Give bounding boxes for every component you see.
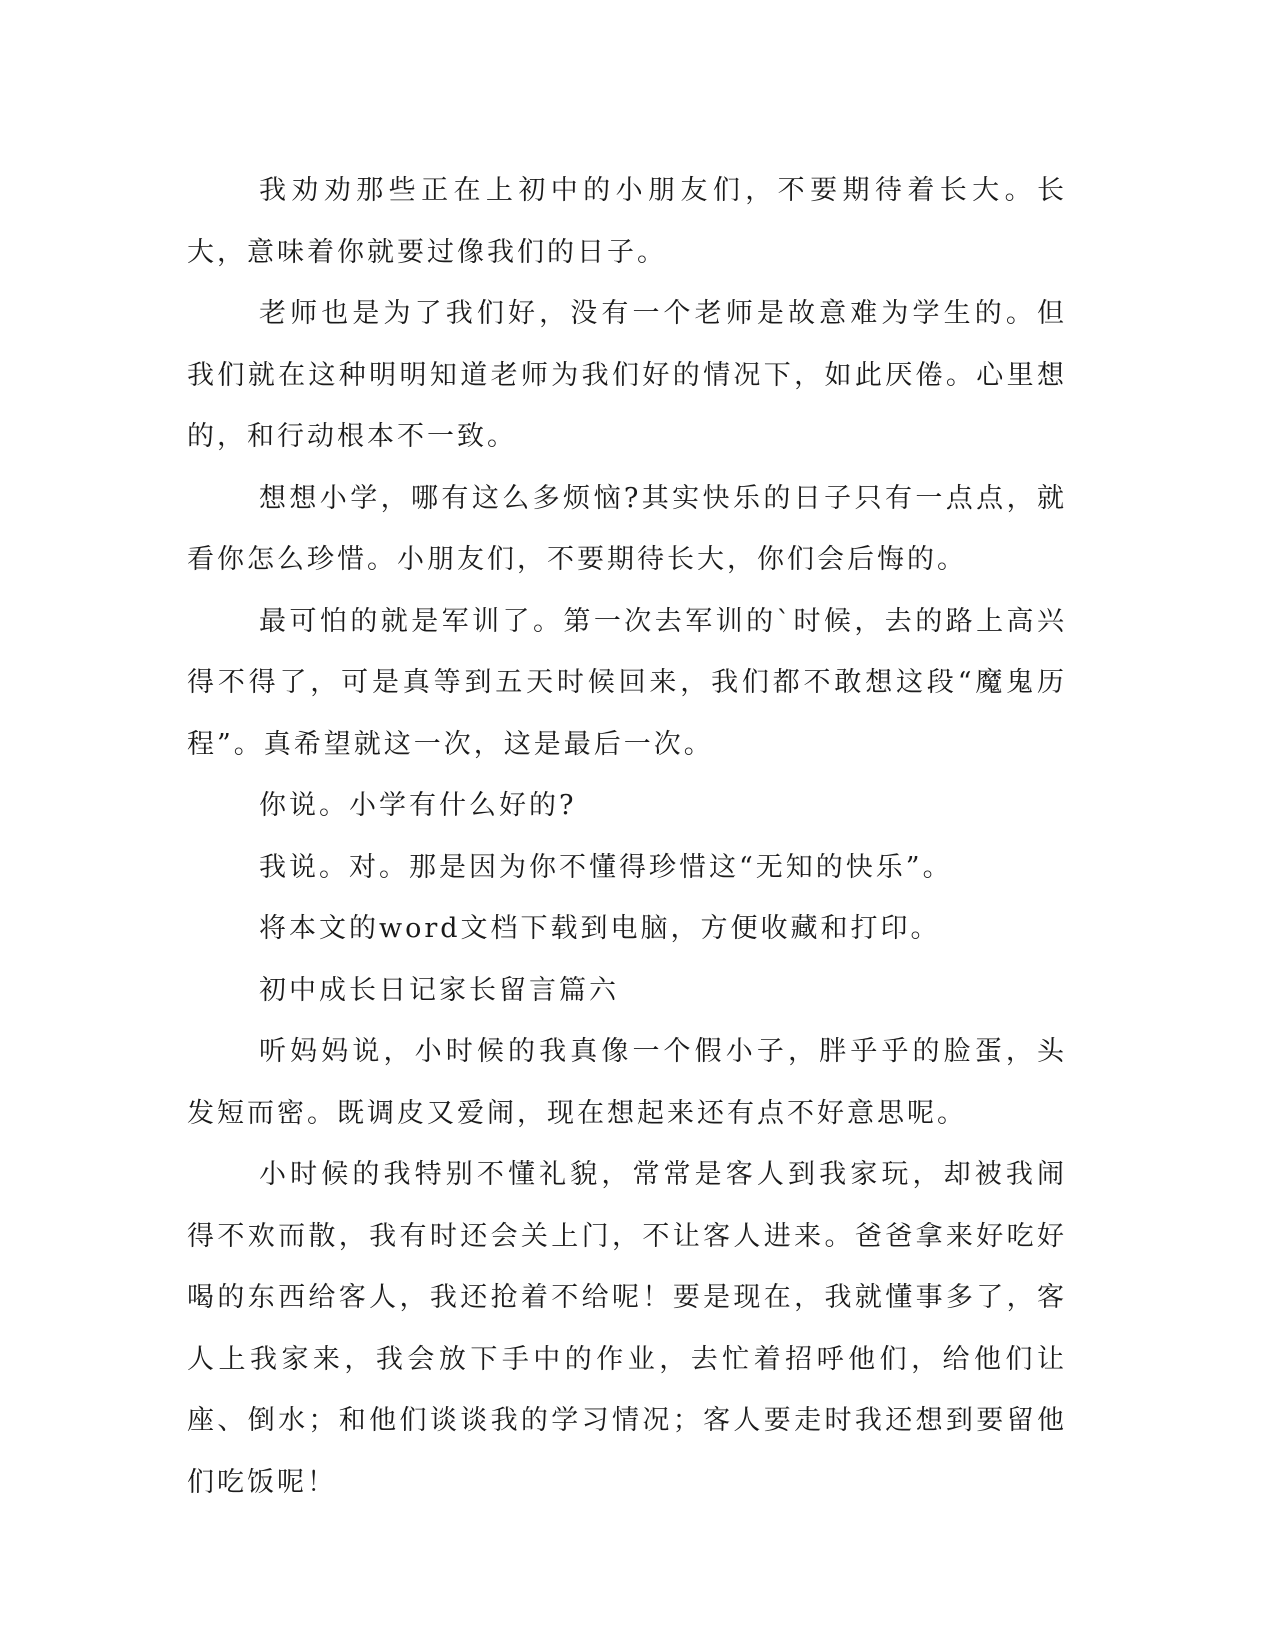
paragraph-2: 老师也是为了我们好，没有一个老师是故意难为学生的。但我们就在这种明明知道老师为我们好的情况下，如此厌倦。心里想的，和行动根本不一致。 xyxy=(187,298,1067,452)
paragraph-7: 将本文的word文档下载到电脑，方便收藏和打印。 xyxy=(259,913,941,944)
paragraph-6: 我说。对。那是因为你不懂得珍惜这“无知的快乐”。 xyxy=(259,851,953,883)
paragraph-3: 想想小学，哪有这么多烦恼?其实快乐的日子只有一点点，就看你怎么珍惜。小朋友们，不要期待长大，你们会后悔的。 xyxy=(187,482,1067,575)
paragraph-4: 最可怕的就是军训了。第一次去军训的`时候，去的路上高兴得不得了，可是真等到五天时候回来，我们都不敢想这段“魔鬼历程”。真希望就这一次，这是最后一次。 xyxy=(187,605,1067,760)
paragraph-10: 小时候的我特别不懂礼貌，常常是客人到我家玩，却被我闹得不欢而散，我有时还会关上门，不让客人进来。爸爸拿来好吃好喝的东西给客人，我还抢着不给呢！要是现在，我就懂事多了，客人上我家来，我会放下手中的作业，去忙着招呼他们，给他们让座、倒水；和他们谈谈我的学习情况；客人要走时我还想到要留他们吃饭呢！ xyxy=(187,1159,1067,1498)
paragraph-1: 我劝劝那些正在上初中的小朋友们，不要期待着长大。长大，意味着你就要过像我们的日子。 xyxy=(187,175,1067,268)
section-heading: 初中成长日记家长留言篇六 xyxy=(259,974,619,1006)
paragraph-5: 你说。小学有什么好的? xyxy=(259,790,577,821)
document-body xyxy=(187,160,1067,1513)
paragraph-9: 听妈妈说，小时候的我真像一个假小子，胖乎乎的脸蛋，头发短而密。既调皮又爱闹，现在想起来还有点不好意思呢。 xyxy=(187,1036,1067,1129)
